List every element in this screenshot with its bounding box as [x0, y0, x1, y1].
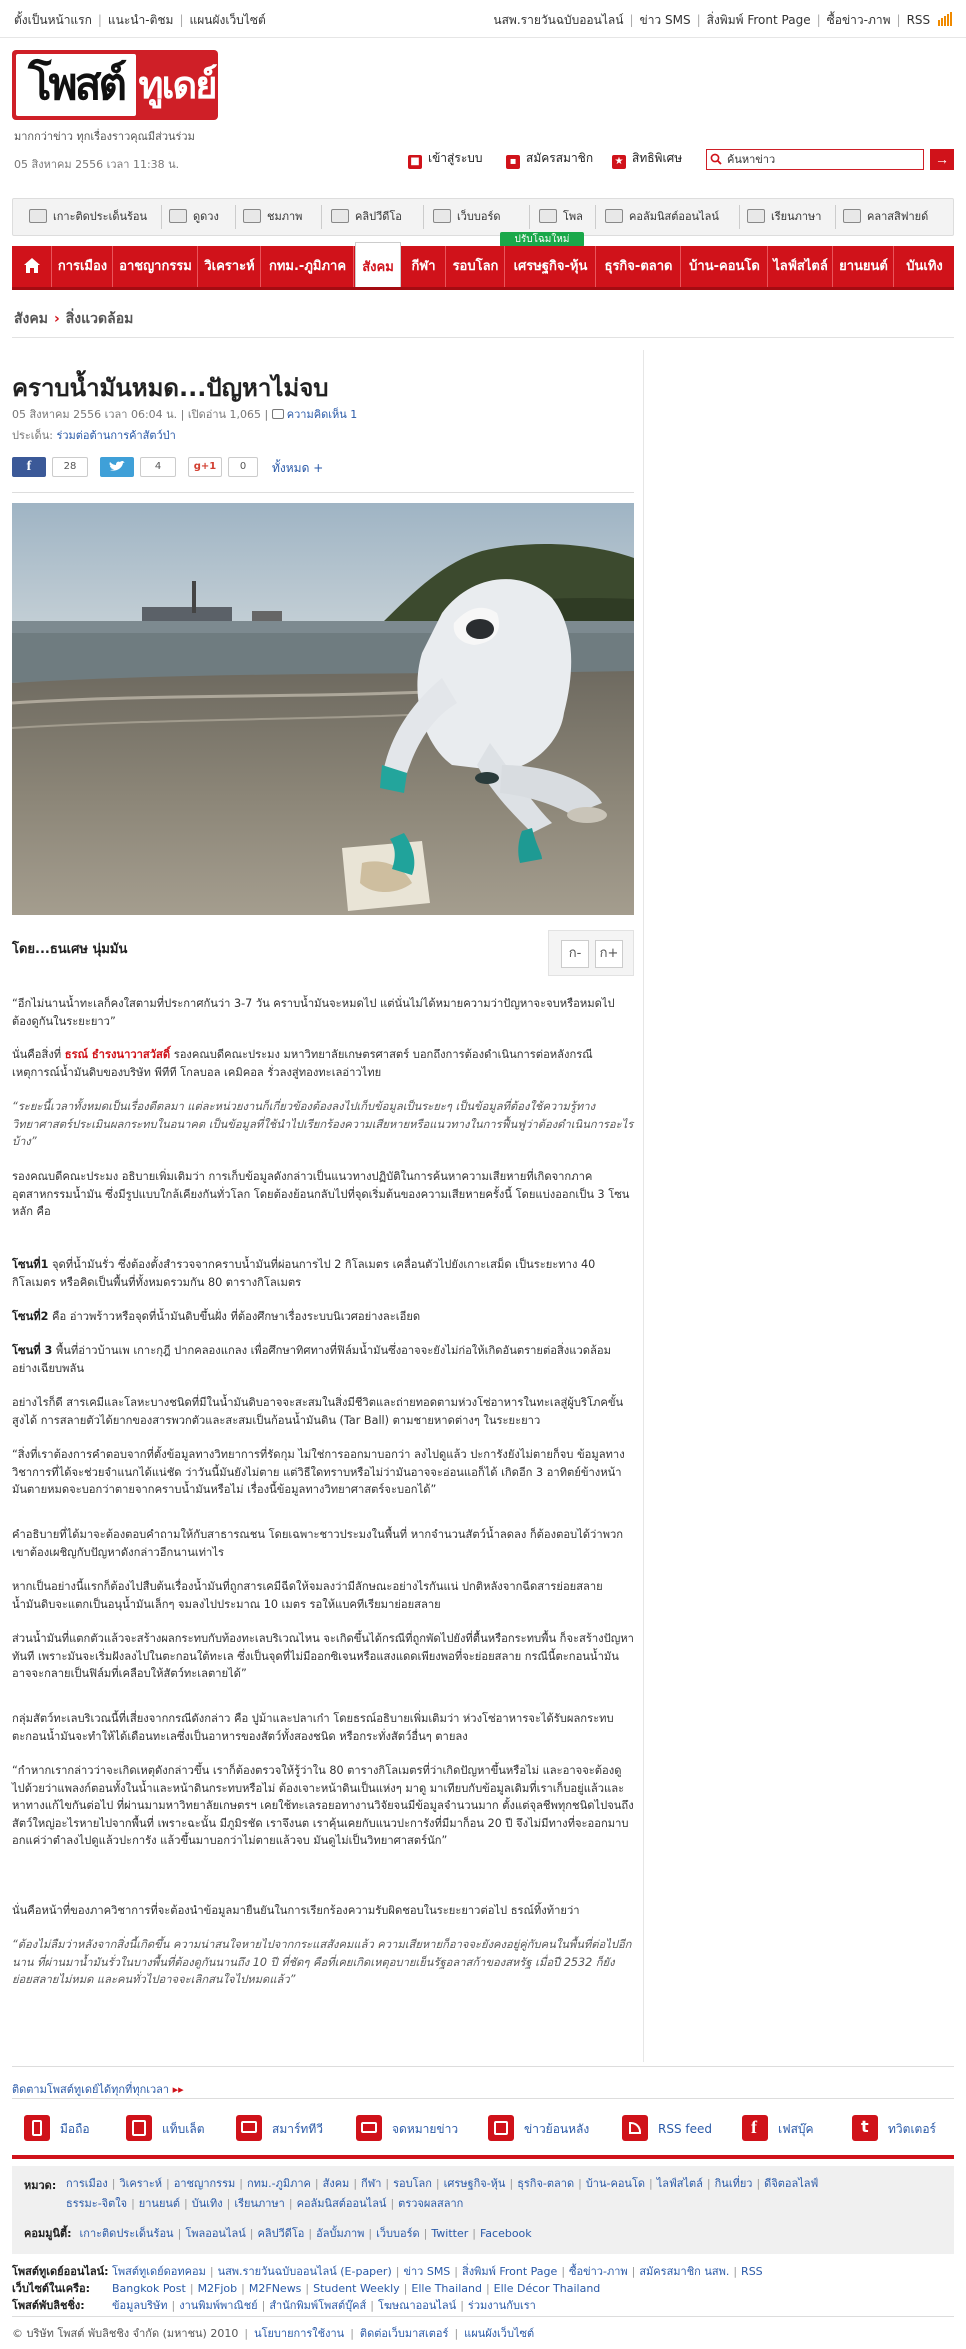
article-paragraph: โซนที่2 คือ อ่าวพร้าวหรือจุดที่น้ำมันดิบขึ้นฝั่ง ที่ต้องศึกษาเรื่องระบบนิเวศอย่างละเอียด	[12, 1310, 421, 1323]
facebook-link[interactable]: f เฟสบุ๊ค	[742, 2106, 814, 2152]
breadcrumb-section[interactable]: สังคม	[14, 311, 48, 327]
search-button[interactable]: →	[930, 149, 954, 170]
footer-section-link[interactable]: กทม.-ภูมิภาค	[246, 2177, 311, 2190]
footer-section-link[interactable]: ธรรมะ-จิตใจ	[66, 2197, 128, 2210]
footer-section-link[interactable]: สังคม	[322, 2177, 350, 2190]
footer-link[interactable]: นสพ.รายวันฉบับออนไลน์ (E-paper)	[217, 2265, 392, 2278]
follow-label: ติดตามโพสต์ทูเดย์ได้ทุกที่ทุกเวลา	[12, 2083, 170, 2096]
service-horoscope[interactable]	[169, 199, 219, 235]
hot-topics-icon	[29, 209, 47, 223]
sms-news-link[interactable]: ข่าว SMS	[639, 13, 691, 27]
article-paragraph: โซนที่1 จุดที่น้ำมันรั่ว ซึ่งต้องตั้งสำรวจจากคราบน้ำมันที่ผ่อนการไป 2 กิโลเมตร เคลื่อนตัวไปยังเกาะเสม็ด เป็นระยะทาง 40 กิโลเมตร หรือคิดเป็นพื้นที่ทั้งหมดรวมกัน 80 ตารางกิโลเมตร	[12, 1258, 596, 1289]
community-link[interactable]: อัลบั้มภาพ	[316, 2227, 365, 2240]
comments-link[interactable]	[272, 408, 358, 421]
footer-sections	[12, 2166, 954, 2254]
article-paragraph: นั่นคือหน้าที่ของภาควิชาการที่จะต้องนำข้อมูลมายืนยันในการเรียกร้องความรับผิดชอบในระยะยาวต่อไป ธรณ์ทิ้งท้ายว่า	[12, 1904, 580, 1917]
set-homepage-link[interactable]: ตั้งเป็นหน้าแรก	[14, 13, 92, 27]
archive-icon	[488, 2115, 514, 2141]
service-label: เว็บบอร์ด	[457, 210, 501, 223]
mobile-link[interactable]: มือถือ	[24, 2106, 90, 2152]
cart-icon	[843, 209, 861, 223]
issue-label: ประเด็น:	[12, 429, 53, 442]
nav-crime[interactable]: อาชญากรรม	[114, 246, 198, 287]
google-plus-count: 0	[228, 457, 258, 477]
footer-section-link[interactable]: บ้าน-คอนโด	[585, 2177, 645, 2190]
twitter-share-button[interactable]	[100, 457, 134, 477]
mail-icon	[356, 2115, 382, 2141]
article-views: เปิดอ่าน 1,065	[187, 408, 262, 421]
archive-link[interactable]: ข่าวย้อนหลัง	[488, 2106, 589, 2152]
lock-icon: ■	[408, 155, 422, 169]
network-links-row: เว็บไซต์ในเครือ: Bangkok Post | M2Fjob | M2FNews | Student Weekly | Elle Thailand | Elle Décor Thailand	[12, 2279, 600, 2297]
top-utility-bar	[0, 0, 966, 38]
topbar-right-links: นสพ.รายวันฉบับออนไลน์ | ข่าว SMS | สิ่งพิมพ์ Front Page | ซื้อข่าว-ภาพ | RSS	[493, 11, 952, 30]
comments-label: ความคิดเห็น 1	[286, 408, 358, 421]
service-video[interactable]	[331, 199, 402, 235]
services-bar	[12, 198, 954, 236]
posttoday-label: โพสต์ทูเดย์ออนไลน์:	[12, 2265, 109, 2278]
footer-section-link[interactable]: รอบโลก	[393, 2177, 432, 2190]
network-label: เว็บไซต์ในเครือ:	[12, 2282, 90, 2295]
contact-webmaster-link[interactable]: ติดต่อเว็บมาสเตอร์	[359, 2327, 449, 2340]
sections-row-2: ธรรมะ-จิตใจ | ยานยนต์ | บันเทิง | เรียนภาษา | คอลัมนิสต์ออนไลน์ | ตรวจผลสลาก	[66, 2197, 464, 2210]
article-photo	[12, 503, 634, 915]
community-label: คอมมูนิตี้:	[24, 2227, 72, 2240]
font-size-controls	[548, 930, 634, 976]
article-paragraph: นั่นคือสิ่งที่ ธรณ์ ธำรงนาวาสวัสดิ์ รองคณบดีคณะประมง มหาวิทยาลัยเกษตรศาสตร์ บอกถึงการต้องดำเนินการต่อหลังกรณีเหตุการณ์น้ำมันดิบของบริษัท พีทีที โกลบอล เคมิคอล รั่วลงสู่ทองทะเลอ่าวไทย	[12, 1048, 593, 1079]
service-label: เกาะติดประเด็นร้อน	[53, 210, 148, 223]
community-link[interactable]: Twitter	[431, 2227, 469, 2240]
footer-section-link[interactable]: ดีจิตอลไลฟ์	[764, 2177, 819, 2190]
chevron-right-icon: ›	[53, 311, 60, 327]
footer-link[interactable]: โฆษณาออนไลน์	[377, 2299, 457, 2312]
search-input[interactable]	[706, 149, 924, 170]
article-paragraph: โซนที่ 3 พื้นที่อ่าวบ้านเพ เกาะกุฎี ปากคลองแกลง เพื่อศึกษาทิศทางที่ฟิล์มน้ำมันซึ่งอาจจะยังไม่ก่อให้เกิดอันตรายต่อสิ่งแวดล้อมอย่างเฉียบพลัน	[12, 1344, 611, 1375]
nav-auto[interactable]: ยานยนต์	[834, 246, 894, 287]
facebook-share-button[interactable]: f	[12, 457, 46, 477]
about-label: โพสต์พับลิชชิ่ง:	[12, 2299, 85, 2312]
article-date: 05 สิงหาคม 2556 เวลา 06:04 น.	[12, 408, 178, 421]
about-links-row: โพสต์พับลิชชิ่ง: ข้อมูลบริษัท | งานพิมพ์พาณิชย์ | สำนักพิมพ์โพสต์บุ๊คส์ | โฆษณาออนไลน์ | ร่วมงานกับเรา	[12, 2296, 536, 2314]
tv-icon	[236, 2115, 262, 2141]
person-name: ธรณ์ ธำรงนาวาสวัสดิ์	[64, 1048, 171, 1061]
article-quote: “ต้องไม่ลืมว่าหลังจากสิ่งนี้เกิดขึ้น ความน่าสนใจหายไปจากกระแสสังคมแล้ว ความเสียหายก็อาจจะยังคงอยู่คู่กับคนในพื้นที่ต่อไปอีกนาน ที่ผ่านมาน้ำมันรั่วในบางพื้นที่ต้องดูกันนานถึง 10 ปี ที่ชัดๆ คือที่เคยเกิดเหตุอบายเย็นรัฐอลาสก้าของสหรัฐ เมื่อปี 2532 ก็ยังย่อยสลายไม่หมด และคนทั่วไปอาจจะเลิกสนใจไปหมดแล้ว”	[12, 1938, 632, 1986]
footer-section-link[interactable]: ธุรกิจ-ตลาด	[517, 2177, 575, 2190]
feedback-link[interactable]: แนะนำ-ติชม	[107, 13, 174, 27]
nav-lifestyle[interactable]: ไลฟ์สไตล์	[769, 246, 833, 287]
google-plus-button[interactable]: g+1	[188, 457, 222, 477]
footer-section-link[interactable]: บันเทิง	[191, 2197, 223, 2210]
sections-row-1: การเมือง | วิเคราะห์ | อาชญากรรม | กทม.-ภูมิภาค | สังคม | กีฬา | รอบโลก | เศรษฐกิจ-หุ้น | ธุรกิจ-ตลาด | บ้าน-คอนโด | ไลฟ์สไตล์ | กินเที่ยว | ดีจิตอลไลฟ์	[66, 2177, 819, 2190]
nav-politics[interactable]: การเมือง	[53, 246, 113, 287]
footer-section-link[interactable]: คอลัมนิสต์ออนไลน์	[296, 2197, 387, 2210]
search-box	[706, 149, 954, 170]
footer-link[interactable]: Student Weekly	[313, 2282, 400, 2295]
footer-link[interactable]: สำนักพิมพ์โพสต์บุ๊คส์	[269, 2299, 367, 2312]
posttoday-links-row: โพสต์ทูเดย์ออนไลน์: โพสต์ทูเดย์ดอทคอม | นสพ.รายวันฉบับออนไลน์ (E-paper) | ข่าว SMS | สิ่งพิมพ์ Front Page | ซื้อข่าว-ภาพ | สมัครสมาชิก นสพ. | RSS	[12, 2262, 763, 2280]
home-icon	[23, 257, 41, 275]
service-webboard[interactable]	[433, 199, 501, 235]
footer-link[interactable]: ร่วมงานกับเรา	[467, 2299, 536, 2312]
breadcrumb-subsection[interactable]: สิ่งแวดล้อม	[65, 311, 134, 327]
nav-home[interactable]	[12, 246, 52, 287]
front-page-link[interactable]: สิ่งพิมพ์ Front Page	[706, 13, 811, 27]
logo-wordmark-1: โพสต์	[16, 54, 136, 116]
nav-business[interactable]: ธุรกิจ-ตลาด	[597, 246, 681, 287]
follow-everywhere[interactable]	[12, 2080, 184, 2098]
comment-icon	[272, 409, 284, 419]
app-links	[12, 2106, 954, 2152]
article-byline: โดย...ธนเศษ นุ่มมัน	[12, 942, 128, 957]
login-label: เข้าสู่ระบบ	[428, 151, 483, 165]
epaper-link[interactable]: นสพ.รายวันฉบับออนไลน์	[493, 13, 624, 27]
font-increase-button[interactable]: ก+	[595, 940, 623, 968]
article-paragraph: อย่างไรก็ดี สารเคมีและโลหะบางชนิดที่มีในน้ำมันดิบอาจจะสะสมในสิ่งมีชีวิตและถ่ายทอดตามห่วงโซ่อาหารในทะเลสู่ผู้บริโภคขั้นสูงได้ การสลายตัวได้ยากของสารพวกตัวและสะสมเป็นก้อนน้ำมันดิน (Tar Ball) ตามชายหาดต่างๆ ในระยะยาว	[12, 1396, 624, 1427]
tablet-icon	[126, 2115, 152, 2141]
columnist-icon	[605, 209, 623, 223]
footer-link[interactable]: M2FNews	[248, 2282, 302, 2295]
site-logo[interactable]	[12, 50, 218, 120]
sitemap-footer-link[interactable]: แผนผังเว็บไซต์	[464, 2327, 535, 2340]
footer-link[interactable]: ข้อมูลบริษัท	[112, 2299, 168, 2312]
article-paragraph: ส่วนน้ำมันที่แตกตัวแล้วจะสร้างผลกระทบกับท้องทะเลบริเวณไหน จะเกิดขึ้นได้กรณีที่ถูกพัดไปยังที่ตื้นหรือกระทบพื้น ก็จะสร้างปัญหาทันที เพราะมันจะเริ่มฝังลงไปในตะกอนใต้ทะเล ซึ่งเป็นจุดที่ไม่มีออกซิเจนหรือแสงแดดเพียงพอที่จะย่อยสลาย กรณีนี้ตะกอนน้ำมันอาจจะกลายเป็นฟิล์มที่เคลือบให้สัตว์ทะเลตายได้”	[12, 1632, 634, 1680]
webboard-icon	[433, 209, 451, 223]
footer-link[interactable]: M2Fjob	[197, 2282, 238, 2295]
font-decrease-button[interactable]: ก-	[561, 940, 589, 968]
footer-section-link[interactable]: อาชญากรรม	[173, 2177, 236, 2190]
article-title: คราบน้ำมันหมด...ปัญหาไม่จบ	[12, 374, 329, 402]
sitemap-link[interactable]: แผนผังเว็บไซต์	[189, 13, 266, 27]
star-icon: ★	[612, 155, 626, 169]
copyright-row: © บริษัท โพสต์ พับลิชชิง จำกัด (มหาชน) 2010 | นโยบายการใช้งาน | ติดต่อเว็บมาสเตอร์ | แผนผังเว็บไซต์	[12, 2327, 535, 2340]
footer-section-link[interactable]: ยานยนต์	[138, 2197, 181, 2210]
facebook-share-count: 28	[52, 457, 88, 477]
article-issue	[12, 426, 176, 444]
twitter-share-count: 4	[140, 457, 176, 477]
footer-link[interactable]: Elle Thailand	[411, 2282, 482, 2295]
footer-link[interactable]: โพสต์ทูเดย์ดอทคอม	[112, 2265, 206, 2278]
video-icon	[331, 209, 349, 223]
poll-icon	[539, 209, 557, 223]
footer-section-link[interactable]: เรียนภาษา	[234, 2197, 285, 2210]
article-paragraph: รองคณบดีคณะประมง อธิบายเพิ่มเติมว่า การเก็บข้อมูลดังกล่าวเป็นแนวทางปฏิบัติในการค้นหาความเสียหายที่เกิดจากภาคอุตสาหกรรมน้ำมัน ซึ่งมีรูปแบบใกล้เคียงกันทั่วโลก โดยต้องย้อนกลับไปที่จุดเริ่มต้นของความเสียหายครั้งนี้ โดยแบ่งออกเป็น 3 โซนหลัก คือ	[12, 1170, 630, 1218]
double-arrow-icon: ▸▸	[172, 2083, 184, 2096]
nav-sports[interactable]: กีฬา	[402, 246, 446, 287]
share-all-link[interactable]: ทั้งหมด +	[272, 461, 324, 475]
tablet-link[interactable]: แท็บเล็ต	[126, 2106, 205, 2152]
footer-section-link[interactable]: ไลฟ์สไตล์	[656, 2177, 703, 2190]
rss-feed-icon	[622, 2115, 648, 2141]
article-paragraph: กลุ่มสัตว์ทะเลบริเวณนี้ที่เสี่ยงจากกรณีดังกล่าว คือ ปูม้าและปลาเก๋า โดยธรณ์อธิบายเพิ่มเติมว่า ห่วงโซ่อาหารจะได้รับผลกระทบ ตะกอนน้ำมันจะทำให้ได้เดือนทะเลซึ่งเป็นอาหารของสัตว์ทั้งสองชนิด หรือกระทั่งสัตว์อื่นๆ ตายลง	[12, 1712, 614, 1743]
mobile-icon	[24, 2115, 50, 2141]
nav-entertainment[interactable]: บันเทิง	[906, 259, 943, 274]
service-hot-topics[interactable]	[29, 199, 147, 235]
main-navigation	[12, 246, 954, 290]
service-label: ดูดวง	[193, 210, 219, 223]
community-row: คอมมูนิตี้: เกาะติดประเด็นร้อน | โพลออนไลน์ | คลิปวีดีโอ | อัลบั้มภาพ | เว็บบอร์ด | Twitter | Facebook	[24, 2227, 532, 2240]
new-look-badge: ปรับโฉมใหม่	[500, 232, 584, 247]
service-classified[interactable]	[843, 199, 928, 235]
share-bar	[12, 457, 512, 479]
footer-link[interactable]: สมัครสมาชิก นสพ.	[639, 2265, 730, 2278]
rss-icon[interactable]	[938, 12, 952, 26]
footer-link[interactable]: RSS	[741, 2265, 763, 2278]
footer-link[interactable]: งานพิมพ์พาณิชย์	[179, 2299, 258, 2312]
nav-property[interactable]: บ้าน-คอนโด	[682, 246, 768, 287]
community-link[interactable]: เว็บบอร์ด	[376, 2227, 420, 2240]
twitter-link[interactable]: t ทวิตเตอร์	[852, 2106, 936, 2152]
newsletter-link[interactable]: จดหมายข่าว	[356, 2106, 458, 2152]
current-date: 05 สิงหาคม 2556 เวลา 11:38 น.	[14, 158, 180, 171]
community-link[interactable]: Facebook	[479, 2227, 532, 2240]
login-link[interactable]	[408, 149, 483, 169]
community-link[interactable]: เกาะติดประเด็นร้อน	[79, 2227, 174, 2240]
footer-section-link[interactable]: วิเคราะห์	[119, 2177, 162, 2190]
breadcrumb	[14, 308, 133, 330]
register-label: สมัครสมาชิก	[526, 151, 594, 165]
footer-link[interactable]: Bangkok Post	[112, 2282, 186, 2295]
footer-section-link[interactable]: กีฬา	[361, 2177, 382, 2190]
topbar-left-links: ตั้งเป็นหน้าแรก | แนะนำ-ติชม | แผนผังเว็บไซต์	[14, 13, 266, 27]
service-columnists[interactable]	[605, 199, 719, 235]
footer-link[interactable]: Elle Décor Thailand	[493, 2282, 601, 2295]
eye-icon	[169, 209, 187, 223]
terms-link[interactable]: นโยบายการใช้งาน	[254, 2327, 345, 2340]
footer-section-link[interactable]: การเมือง	[66, 2177, 108, 2190]
footer-section-link[interactable]: เศรษฐกิจ-หุ้น	[443, 2177, 506, 2190]
article-quote: “ระยะนี้เวลาทั้งหมดเป็นเรื่องดีตลมา แต่ละหน่วยงานก็เกี่ยวข้องต้องลงไปเก็บข้อมูลเป็นระยะๆ เป็นข้อมูลที่ต้องใช้ความรู้ทางวิทยาศาสตร์ประเมินผลกระทบในอนาคต เป็นข้อมูลที่ใช้นำไปเรียกร้องความเสียหายหรือแนวทางในการฟื้นฟูว่าต้องดำเนินการอะไรบ้าง”	[12, 1100, 634, 1148]
nav-analysis[interactable]: วิเคราะห์	[199, 246, 261, 287]
issue-link[interactable]: ร่วมต่อต้านการค้าสัตว์ป่า	[56, 429, 176, 442]
sections-label: หมวด:	[24, 2179, 57, 2192]
community-link[interactable]: โพลออนไลน์	[185, 2227, 246, 2240]
community-link[interactable]: คลิปวีดีโอ	[257, 2227, 305, 2240]
rss-link[interactable]: RSS	[906, 13, 931, 27]
footer-section-link[interactable]: ตรวจผลสลาก	[398, 2197, 464, 2210]
nav-bkk-regional[interactable]: กทม.-ภูมิภาค	[262, 246, 354, 287]
privileges-label: สิทธิพิเศษ	[632, 151, 683, 165]
nav-economy[interactable]: เศรษฐกิจ-หุ้น	[506, 246, 596, 287]
footer-link[interactable]: สิ่งพิมพ์ Front Page	[462, 2265, 558, 2278]
smart-tv-link[interactable]: สมาร์ททีวี	[236, 2106, 323, 2152]
footer-link[interactable]: ข่าว SMS	[403, 2265, 451, 2278]
search-icon	[710, 153, 722, 165]
service-photos[interactable]	[243, 199, 302, 235]
language-icon	[747, 209, 765, 223]
register-icon: ▪	[506, 155, 520, 169]
copyright-text: © บริษัท โพสต์ พับลิชชิง จำกัด (มหาชน) 2010	[12, 2327, 239, 2340]
service-label: คลาสสิฟายด์	[867, 210, 929, 223]
service-label: เรียนภาษา	[771, 210, 822, 223]
buy-news-link[interactable]: ซื้อข่าว-ภาพ	[826, 13, 891, 27]
article-meta: 05 สิงหาคม 2556 เวลา 06:04 น. | เปิดอ่าน 1,065 | ความคิดเห็น 1	[12, 408, 358, 421]
facebook-icon: f	[742, 2115, 768, 2141]
service-poll[interactable]	[539, 199, 583, 235]
nav-society[interactable]: สังคม	[355, 242, 401, 287]
register-link[interactable]	[506, 149, 593, 169]
service-label: โพล	[563, 210, 583, 223]
rss-feed-link[interactable]: RSS feed	[622, 2106, 712, 2152]
service-label: คลิปวีดีโอ	[355, 210, 402, 223]
article-paragraph: คำอธิบายที่ได้มาจะต้องตอบคำถามให้กับสาธารณชน โดยเฉพาะชาวประมงในพื้นที่ หากจำนวนสัตว์น้ำลดลง ก็ต้องตอบได้ว่าพวกเขาต้องเผชิญกับปัญหาดังกล่าวอีกนานเท่าไร	[12, 1528, 624, 1559]
service-label: ชมภาพ	[267, 210, 303, 223]
twitter-icon: t	[852, 2115, 878, 2141]
article-paragraph: “อีกไม่นานน้ำทะเลก็คงใสตามที่ประกาศกันว่า 3-7 วัน คราบน้ำมันจะหมดไป แต่นั่นไม่ได้หมายความว่าปัญหาจะจบหรือหมดไป ต้องดูกันในระยะยาว”	[12, 997, 615, 1028]
twitter-icon	[100, 457, 134, 477]
footer-link[interactable]: ซื้อข่าว-ภาพ	[569, 2265, 628, 2278]
article-paragraph: “สิ่งที่เราต้องการคำตอบจากที่ตั้งข้อมูลทางวิทยาการที่รัดกุม ไม่ใช่การออกมาบอกว่า ลงไปดูแล้ว ปะการังยังไม่ตายก็จบ ข้อมูลทางวิชาการที่ได้จะช่วยจำแนกได้แน่ชัด ว่าวันนี้มันยังไม่ตาย แต่วิธีใดทราบหรือไม่ว่ามันอาจจะอ่อนแอก็ได้ เกิดอีก 3 อาทิตย์ข้างหน้ามันตายหมดจะบอกว่าตายจากคราบน้ำมันหรือไม่ เรื่องนี้ข้อมูลทางวิทยาศาสตร์จะบอกได้”	[12, 1448, 625, 1496]
article-paragraph: หากเป็นอย่างนี้แรกก็ต้องไปสืบต้นเรื่องน้ำมันที่ถูกสารเคมีฉีดให้จมลงว่ามีลักษณะอย่างไรกันแน่ ปกติหลังจากฉีดสารย่อยสลาย น้ำมันดิบจะแตกเป็นอนุน้ำมันเล็กๆ จมลงไปประมาณ 10 เมตร รอให้แบคทีเรียมาย่อยสลาย	[12, 1580, 603, 1611]
site-tagline: มากกว่าข่าว ทุกเรื่องราวคุณมีส่วนร่วม	[14, 130, 195, 143]
camera-icon	[243, 209, 261, 223]
logo-wordmark-2: ทูเดย์	[138, 63, 216, 107]
site-header	[0, 38, 966, 178]
service-language[interactable]	[747, 199, 822, 235]
privileges-link[interactable]	[612, 149, 682, 169]
service-label: คอลัมนิสต์ออนไลน์	[629, 210, 719, 223]
nav-world[interactable]: รอบโลก	[447, 246, 505, 287]
article-paragraph: “กำหากเรากล่าวว่าจะเกิดเหตุดังกล่าวขึ้น เราก็ต้องตรวจให้รู้ว่าใน 80 ตารางกิโลเมตรที่ว่าเกิดปัญหาขึ้นหรือไม่ และอาจจะต้องดูไปด้วยว่าแพลงก์ตอนทั้งในน้ำและหน้าดินกระทบหรือไม่ ต้องเจาะหน้าดินเป็นแห่งๆ มาดู มาเทียบกับข้อมูลเดิมที่เราเก็บอยู่แล้วและหาทางแก้ไขกันต่อไป ที่ผ่านมามหาวิทยาลัยเกษตรฯ เคยใช้ทะเลรอยอทางานวิจัยจนมีข้อมูลจำนวนมาก ตั้งแต่จุลชีพทุกชนิดไปจนถึงสัตว์ใหญ่อะไรหายไปจากพื้นที่ เพราะฉะนั้น มีภูมิรชัด เราจึงนต เราคุ้นเคยกับแนวปะการังที่มีมาก็อน 20 ปี จึงไม่มีทางที่จะออกมาบอกแค่ว่าตำลงไปดูแล้วปะการัง แล้วขึ้นมาบอกว่าไม่ตายแล้วจบ มันดูไม่เป็นวิทยาศาสตร์นัก”	[12, 1764, 634, 1847]
footer-section-link[interactable]: กินเที่ยว	[714, 2177, 753, 2190]
